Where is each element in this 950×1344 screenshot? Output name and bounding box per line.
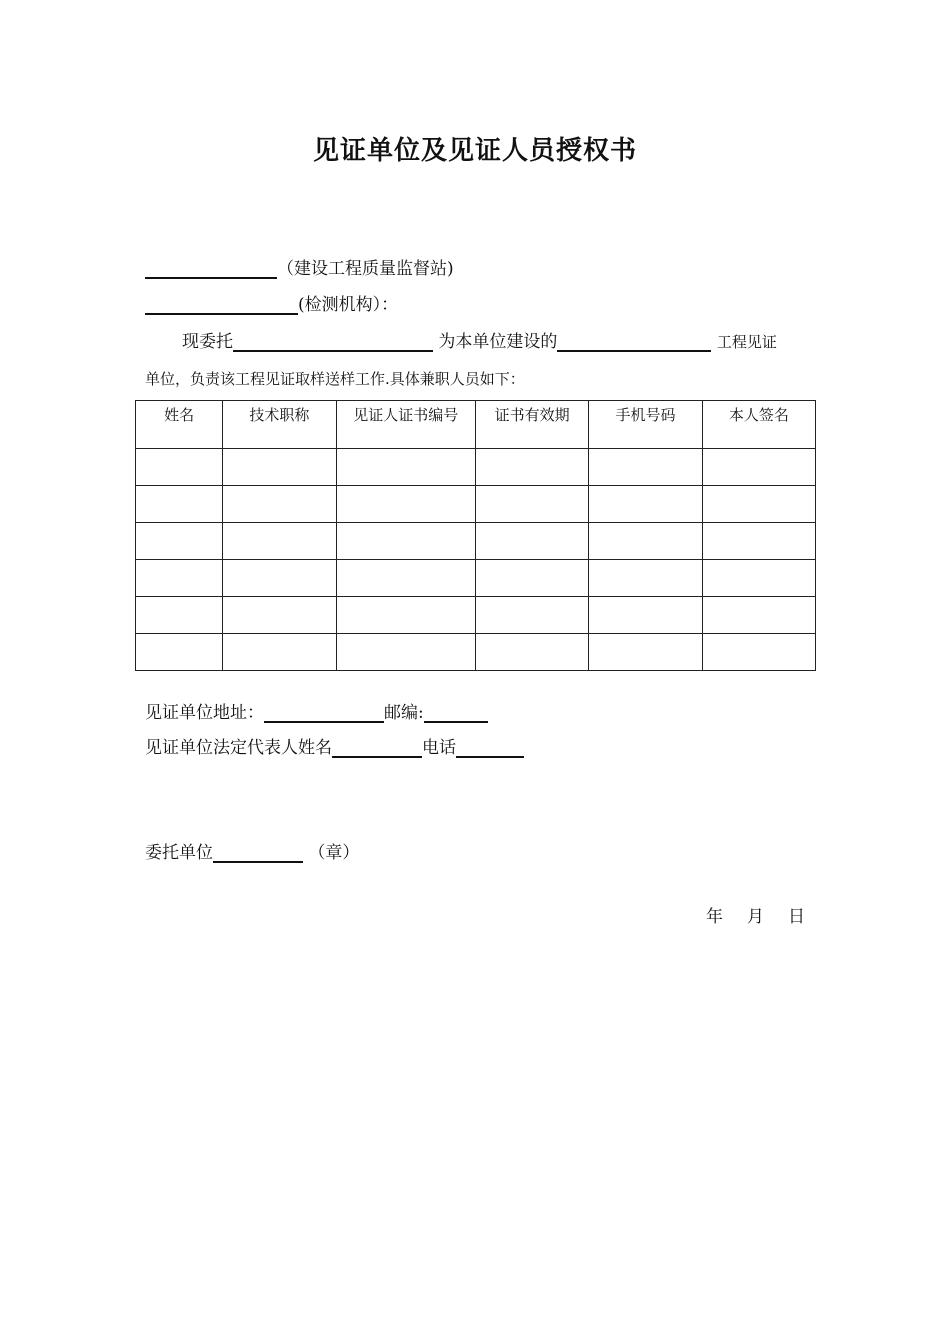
table-row bbox=[136, 449, 816, 486]
table-cell[interactable] bbox=[136, 634, 223, 671]
column-header-title: 技术职称 bbox=[223, 401, 336, 449]
legal-representative-label: 见证单位法定代表人姓名 bbox=[145, 738, 332, 758]
phone-label: 电话 bbox=[422, 738, 456, 758]
project-name-blank[interactable] bbox=[557, 330, 711, 352]
table-cell[interactable] bbox=[223, 486, 336, 523]
table-row bbox=[136, 634, 816, 671]
table-cell[interactable] bbox=[475, 597, 588, 634]
entrusting-unit-label: 委托单位 bbox=[145, 843, 213, 863]
document-title: 见证单位及见证人员授权书 bbox=[312, 136, 637, 166]
table-cell[interactable] bbox=[223, 560, 336, 597]
table-cell[interactable] bbox=[336, 486, 475, 523]
legal-representative-line bbox=[145, 736, 524, 760]
table-cell[interactable] bbox=[223, 634, 336, 671]
table-row bbox=[136, 597, 816, 634]
continuation-line: 单位，负责该工程见证取样送样工作.具体兼职人员如下： bbox=[145, 370, 525, 388]
addressee-testing-agency-line bbox=[145, 293, 398, 317]
supervision-station-label: （建设工程质量监督站) bbox=[277, 259, 454, 279]
table-cell[interactable] bbox=[475, 449, 588, 486]
table-cell[interactable] bbox=[589, 634, 702, 671]
table-cell[interactable] bbox=[589, 560, 702, 597]
entrusting-unit-line bbox=[145, 841, 359, 865]
table-cell[interactable] bbox=[336, 523, 475, 560]
entrusting-unit-blank[interactable] bbox=[213, 841, 303, 863]
column-header-name: 姓名 bbox=[136, 401, 223, 449]
table-cell[interactable] bbox=[223, 597, 336, 634]
table-cell[interactable] bbox=[702, 523, 815, 560]
legal-representative-blank[interactable] bbox=[332, 736, 422, 758]
addressee-supervision-station-line bbox=[145, 257, 454, 281]
personnel-table bbox=[135, 400, 816, 671]
table-row bbox=[136, 560, 816, 597]
delegate-prefix: 现委托 bbox=[182, 332, 233, 352]
delegation-line bbox=[182, 330, 777, 354]
table-cell[interactable] bbox=[589, 486, 702, 523]
address-label: 见证单位地址： bbox=[145, 703, 264, 723]
table-row bbox=[136, 486, 816, 523]
table-cell[interactable] bbox=[702, 486, 815, 523]
table-cell[interactable] bbox=[475, 486, 588, 523]
table-cell[interactable] bbox=[223, 523, 336, 560]
testing-agency-label: (检测机构）： bbox=[298, 295, 399, 315]
delegate-suffix: 工程见证 bbox=[716, 333, 777, 351]
postcode-label: 邮编: bbox=[384, 703, 424, 723]
table-cell[interactable] bbox=[475, 560, 588, 597]
table-cell[interactable] bbox=[702, 634, 815, 671]
seal-label: （章） bbox=[308, 843, 360, 863]
table-cell[interactable] bbox=[336, 597, 475, 634]
date-year: 年 bbox=[706, 907, 723, 927]
column-header-certificate-number: 见证人证书编号 bbox=[336, 401, 475, 449]
table-header-row bbox=[136, 401, 816, 449]
phone-blank[interactable] bbox=[456, 736, 524, 758]
table-cell[interactable] bbox=[702, 597, 815, 634]
table-cell[interactable] bbox=[336, 449, 475, 486]
table-cell[interactable] bbox=[589, 523, 702, 560]
column-header-signature: 本人签名 bbox=[702, 401, 815, 449]
table-cell[interactable] bbox=[136, 523, 223, 560]
table-cell[interactable] bbox=[589, 449, 702, 486]
table-cell[interactable] bbox=[336, 560, 475, 597]
table-cell[interactable] bbox=[475, 634, 588, 671]
delegate-unit-blank[interactable] bbox=[233, 330, 433, 352]
delegate-middle: 为本单位建设的 bbox=[438, 332, 558, 352]
table-cell[interactable] bbox=[136, 486, 223, 523]
postcode-blank[interactable] bbox=[424, 701, 488, 723]
table-cell[interactable] bbox=[136, 560, 223, 597]
column-header-mobile: 手机号码 bbox=[589, 401, 702, 449]
table-cell[interactable] bbox=[702, 560, 815, 597]
table-cell[interactable] bbox=[136, 449, 223, 486]
table-cell[interactable] bbox=[223, 449, 336, 486]
table-cell[interactable] bbox=[702, 449, 815, 486]
address-line bbox=[145, 701, 488, 725]
testing-agency-blank[interactable] bbox=[145, 293, 298, 315]
table-cell[interactable] bbox=[136, 597, 223, 634]
address-blank[interactable] bbox=[264, 701, 384, 723]
table-cell[interactable] bbox=[589, 597, 702, 634]
column-header-certificate-validity: 证书有效期 bbox=[475, 401, 588, 449]
date-month: 月 bbox=[747, 907, 764, 927]
table-row bbox=[136, 523, 816, 560]
date-line bbox=[706, 902, 805, 927]
table-cell[interactable] bbox=[336, 634, 475, 671]
date-day: 日 bbox=[788, 907, 805, 927]
supervision-station-blank[interactable] bbox=[145, 257, 277, 279]
table-cell[interactable] bbox=[475, 523, 588, 560]
